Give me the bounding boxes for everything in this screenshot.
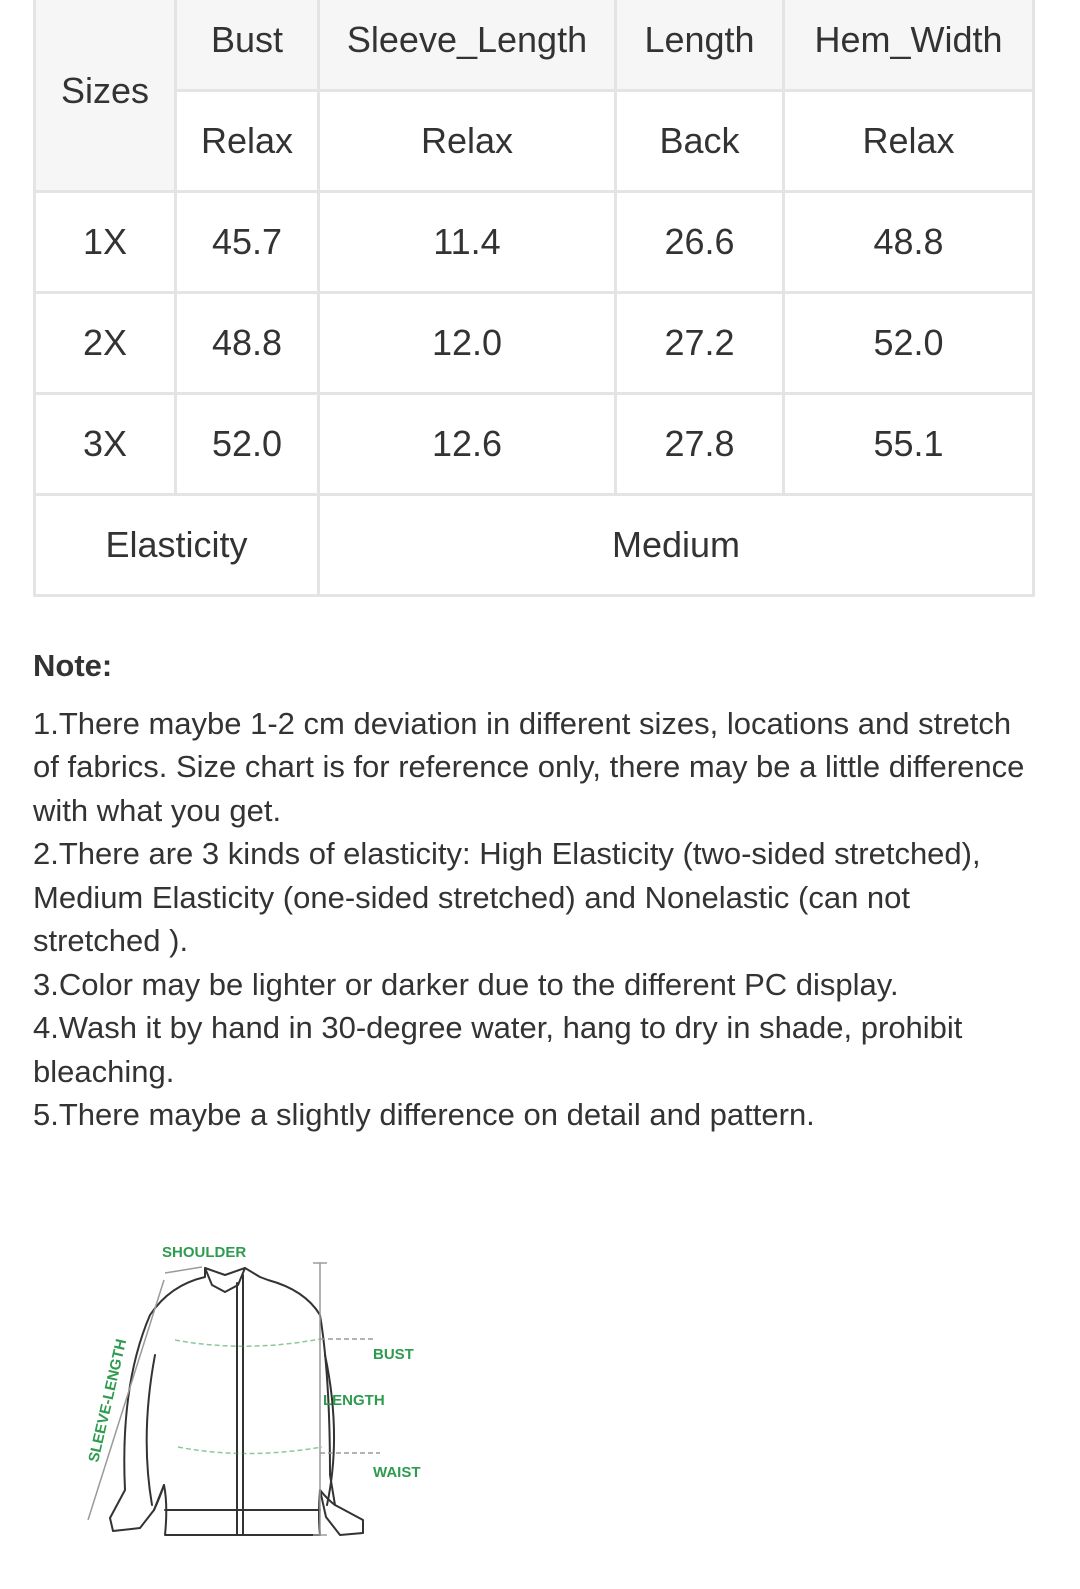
value-cell: 12.0 xyxy=(319,293,616,394)
note-line: 2.There are 3 kinds of elasticity: High Elasticity (two-sided stretched), Medium Elasticity (one-sided stretched) and Nonelastic (can not stretched ). xyxy=(33,836,981,958)
measurement-diagram xyxy=(80,1235,440,1555)
note-title: Note: xyxy=(33,648,113,683)
shoulder-label: SHOULDER xyxy=(162,1244,247,1261)
value-cell: 45.7 xyxy=(176,192,319,293)
col-header-bust: Bust xyxy=(176,0,319,91)
subheader-sleeve-length: Relax xyxy=(319,91,616,192)
col-header-hem-width: Hem_Width xyxy=(784,0,1034,91)
value-cell: 48.8 xyxy=(784,192,1034,293)
table-row xyxy=(35,192,1034,293)
note-line: 1.There maybe 1-2 cm deviation in different sizes, locations and stretch of fabrics. Size chart is for reference only, there may be a little difference with what you get. xyxy=(33,705,1025,828)
elasticity-value: Medium xyxy=(319,495,1034,596)
value-cell: 27.2 xyxy=(616,293,784,394)
subheader-bust: Relax xyxy=(176,91,319,192)
size-cell: 2X xyxy=(35,293,176,394)
size-cell: 3X xyxy=(35,394,176,495)
value-cell: 48.8 xyxy=(176,293,319,394)
sleeve-length-label: SLEEVE-LENGTH xyxy=(85,1337,131,1464)
size-chart-table xyxy=(33,0,1035,597)
waist-label: WAIST xyxy=(373,1464,421,1481)
table-header-row xyxy=(35,0,1034,91)
note-line: 5.There maybe a slightly difference on detail and pattern. xyxy=(33,1097,815,1132)
length-label: LENGTH xyxy=(323,1392,385,1409)
table-row xyxy=(35,394,1034,495)
elasticity-row xyxy=(35,495,1034,596)
value-cell: 55.1 xyxy=(784,394,1034,495)
size-cell: 1X xyxy=(35,192,176,293)
note-line: 4.Wash it by hand in 30-degree water, hang to dry in shade, prohibit bleaching. xyxy=(33,1010,963,1089)
value-cell: 12.6 xyxy=(319,394,616,495)
bust-label: BUST xyxy=(373,1346,414,1363)
value-cell: 11.4 xyxy=(319,192,616,293)
col-header-length: Length xyxy=(616,0,784,91)
note-section xyxy=(33,644,1043,1137)
elasticity-label: Elasticity xyxy=(35,495,319,596)
table-subheader-row xyxy=(35,91,1034,192)
subheader-hem-width: Relax xyxy=(784,91,1034,192)
value-cell: 26.6 xyxy=(616,192,784,293)
table-row xyxy=(35,293,1034,394)
value-cell: 52.0 xyxy=(784,293,1034,394)
col-header-sleeve-length: Sleeve_Length xyxy=(319,0,616,91)
note-line: 3.Color may be lighter or darker due to the different PC display. xyxy=(33,966,899,1002)
value-cell: 27.8 xyxy=(616,394,784,495)
value-cell: 52.0 xyxy=(176,394,319,495)
subheader-length: Back xyxy=(616,91,784,192)
sizes-header: Sizes xyxy=(35,0,176,192)
